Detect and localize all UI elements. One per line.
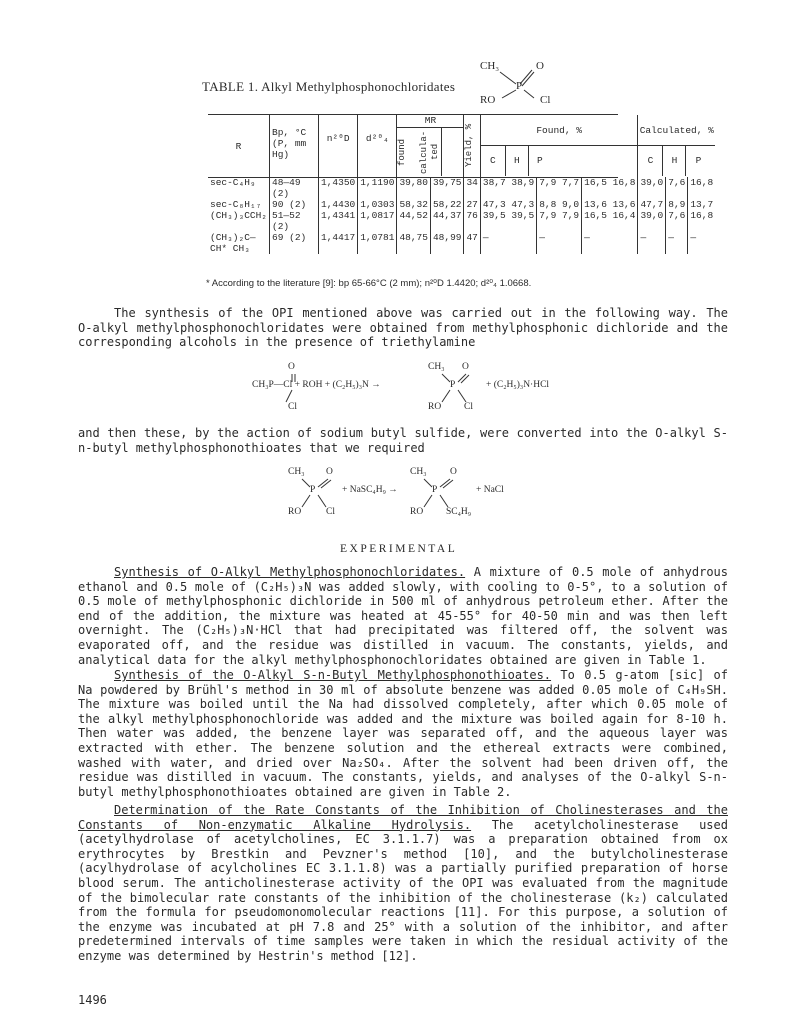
structure-ch3: CH₃ [480, 60, 500, 72]
col-yield: Yield, % [464, 115, 480, 177]
page-number: 1496 [78, 993, 107, 1007]
table-row: sec-C₈H₁₇ 90 (2) 1,4430 1,0303 58,32 58,22 27 47,3 47,3 8,8 9,0 13,6 13,6 47,7 8,9 13,7 [210, 199, 714, 210]
eq2-o-right: O [450, 467, 457, 477]
data-table [208, 115, 715, 254]
table-header-row [208, 115, 715, 177]
eq2-ro-left: RO [288, 507, 302, 517]
col-calculated: Calculated, % C H P [638, 115, 715, 177]
eq1-rhs: + (C₂H₅)₃N·HCl [486, 380, 550, 390]
section-2-body: To 0.5 g-atom [sic] of Na powdered by Brühl's method in 30 ml of absolute benzene was added 0.05 mole of C₄H₉SH. The mixture was boiled until the Na had dissolved completely, after which 0.05 mole of the alkyl methylphosphonochloride was added and the mixture was boiled again for 8-10 h. Then water was added, the benzene layer was separated off, and the aqueous layer was extracted with ether. The benzene solution and the ethereal extracts were combined, washed with water, and dried over Na₂SO₄. After the solvent had been driven off, the residue was distilled in vacuum. The constants, yields, and analyses of the O-alkyl S-n-butyl methylphosphonothioates obtained are given in Table 2. [78, 668, 728, 799]
table-footnote: * According to the literature [9]: bp 65-66°C (2 mm); n²⁰D 1.4420; d²⁰₄ 1.0668. [206, 278, 532, 289]
eq2-p-right: P [432, 485, 438, 495]
equation-1 [252, 360, 592, 418]
structure-ro: RO [480, 94, 496, 106]
eq2-ch3-left: CH₃ [288, 467, 305, 477]
table-row: (CH₃)₃CCH₂ 51—52 (2) 1,4341 1,0817 44,52 44,37 76 39,5 39,5 7,9 7,9 16,5 16,4 39,0 7,6 16,8 [210, 210, 714, 232]
col-mr [397, 115, 464, 177]
eq2-rhs: + NaCl [476, 485, 504, 495]
eq2-p-left: P [310, 485, 316, 495]
col-bp: Bp, °C (P, mm Hg) [270, 115, 319, 177]
equation-2 [284, 465, 524, 523]
eq2-ro-right: RO [410, 507, 424, 517]
eq2-cl: Cl [326, 507, 335, 517]
paragraph-conversion: and then these, by the action of sodium butyl sulfide, were converted into the O-alkyl S-n-butyl methylphosphonothioates that we required [78, 426, 728, 455]
table-row: sec-C₄H₉ 48—49 (2) 1,4350 1,1190 39,80 39,75 34 38,7 38,9 7,9 7,7 16,5 16,8 39,0 7,6 16,8 [210, 177, 714, 199]
eq1-p: P [450, 380, 456, 390]
eq2-mid: + NaSC₄H₉ → [342, 485, 398, 495]
section-heading: EXPERIMENTAL [340, 543, 458, 555]
eq1-cl-left: Cl [288, 402, 297, 412]
section-1 [78, 565, 728, 667]
table-row: (CH₃)₂C—CH* CH₃ 69 (2) 1,4417 1,0781 48,75 48,99 47 — — — — — — [208, 232, 715, 254]
section-2-title: Synthesis of the O-Alkyl S-n-Butyl Methylphosphonothioates. [114, 668, 552, 682]
eq2-ch3-right: CH₃ [410, 467, 427, 477]
eq2-sc: SC₄H₉ [446, 507, 472, 517]
col-found: Found, % C H P [480, 115, 638, 177]
col-nd: n²⁰D [319, 115, 358, 177]
structure-cl: Cl [540, 94, 551, 106]
eq1-ch3: CH₃ [428, 362, 445, 372]
eq1-o-right: O [462, 362, 469, 372]
section-3 [78, 803, 728, 964]
section-1-title: Synthesis of O-Alkyl Methylphosphonochloridates. [114, 565, 466, 579]
eq1-cl-right: Cl [464, 402, 473, 412]
eq2-o-left: O [326, 467, 333, 477]
section-1-body: A mixture of 0.5 mole of anhydrous ethanol and 0.5 mole of (C₂H₅)₃N was added slowly, with cooling to 0-5°, to a solution of 0.5 mole of methylphosphonic dichloride in 500 ml of anhydrous petroleum ether. After the end of the addition, the mixture was heated at 45-55° for 40-50 min and was then left overnight. The (C₂H₅)₃N·HCl that had precipitated was filtered off, the solvent was evaporated off, and the residue was distilled in vacuum. The constants, yields, and analytical data for the alkyl methylphosphonochloridates obtained are given in Table 1. [78, 565, 728, 667]
section-3-body: The acetylcholinesterase used (acetylhydrolase of acetylcholines, EC 3.1.1.7) was a preparation obtained from ox erythrocytes by Brestkin and Pevzner's method [10], and the butylcholinesterase (acylhydrolase of acylcholines EC 3.1.1.8) was a partially purified preparation of horse blood serum. The anticholinesterase activity of the OPI was evaluated from the magnitude of the bimolecular rate constants of the inhibition of the cholinesterase (k₂) calculated from the formula for pseudomonomolecular reactions [11]. For this purpose, a solution of the enzyme was incubated at pH 7.8 and 25° with a solution of the inhibitor, and after predetermined intervals of time samples were taken in which the residual activity of the enzyme was determined by Hestrin's method [12]. [78, 817, 728, 963]
col-d4: d²⁰₄ [358, 115, 397, 177]
table-title: TABLE 1. Alkyl Methylphosphonochloridates [202, 79, 456, 94]
section-3-title: Determination of the Rate Constants of the Inhibition of Cholinesterases and the Constants of Non-enzymatic Alkaline Hydrolysis. [78, 803, 728, 832]
mr-calc: calcula- ted [419, 128, 442, 176]
eq1-o: O [288, 362, 295, 372]
mr-found: found [397, 138, 408, 166]
eq1-lhs: CH₃P—Cl + ROH + (C₂H₅)₃N → [252, 380, 381, 390]
structure-p: P [516, 80, 523, 92]
paragraph-intro: The synthesis of the OPI mentioned above was carried out in the following way. The O-alkyl methylphosphonochloridates were obtained from methylphosphonic dichloride and the corresponding alcohols in the presence of triethylamine [78, 306, 728, 350]
section-2 [78, 668, 728, 799]
col-r: R [235, 141, 242, 152]
table-structure [466, 58, 556, 106]
eq1-ro: RO [428, 402, 442, 412]
mr-label: MR [397, 115, 463, 128]
structure-o: O [536, 60, 544, 72]
